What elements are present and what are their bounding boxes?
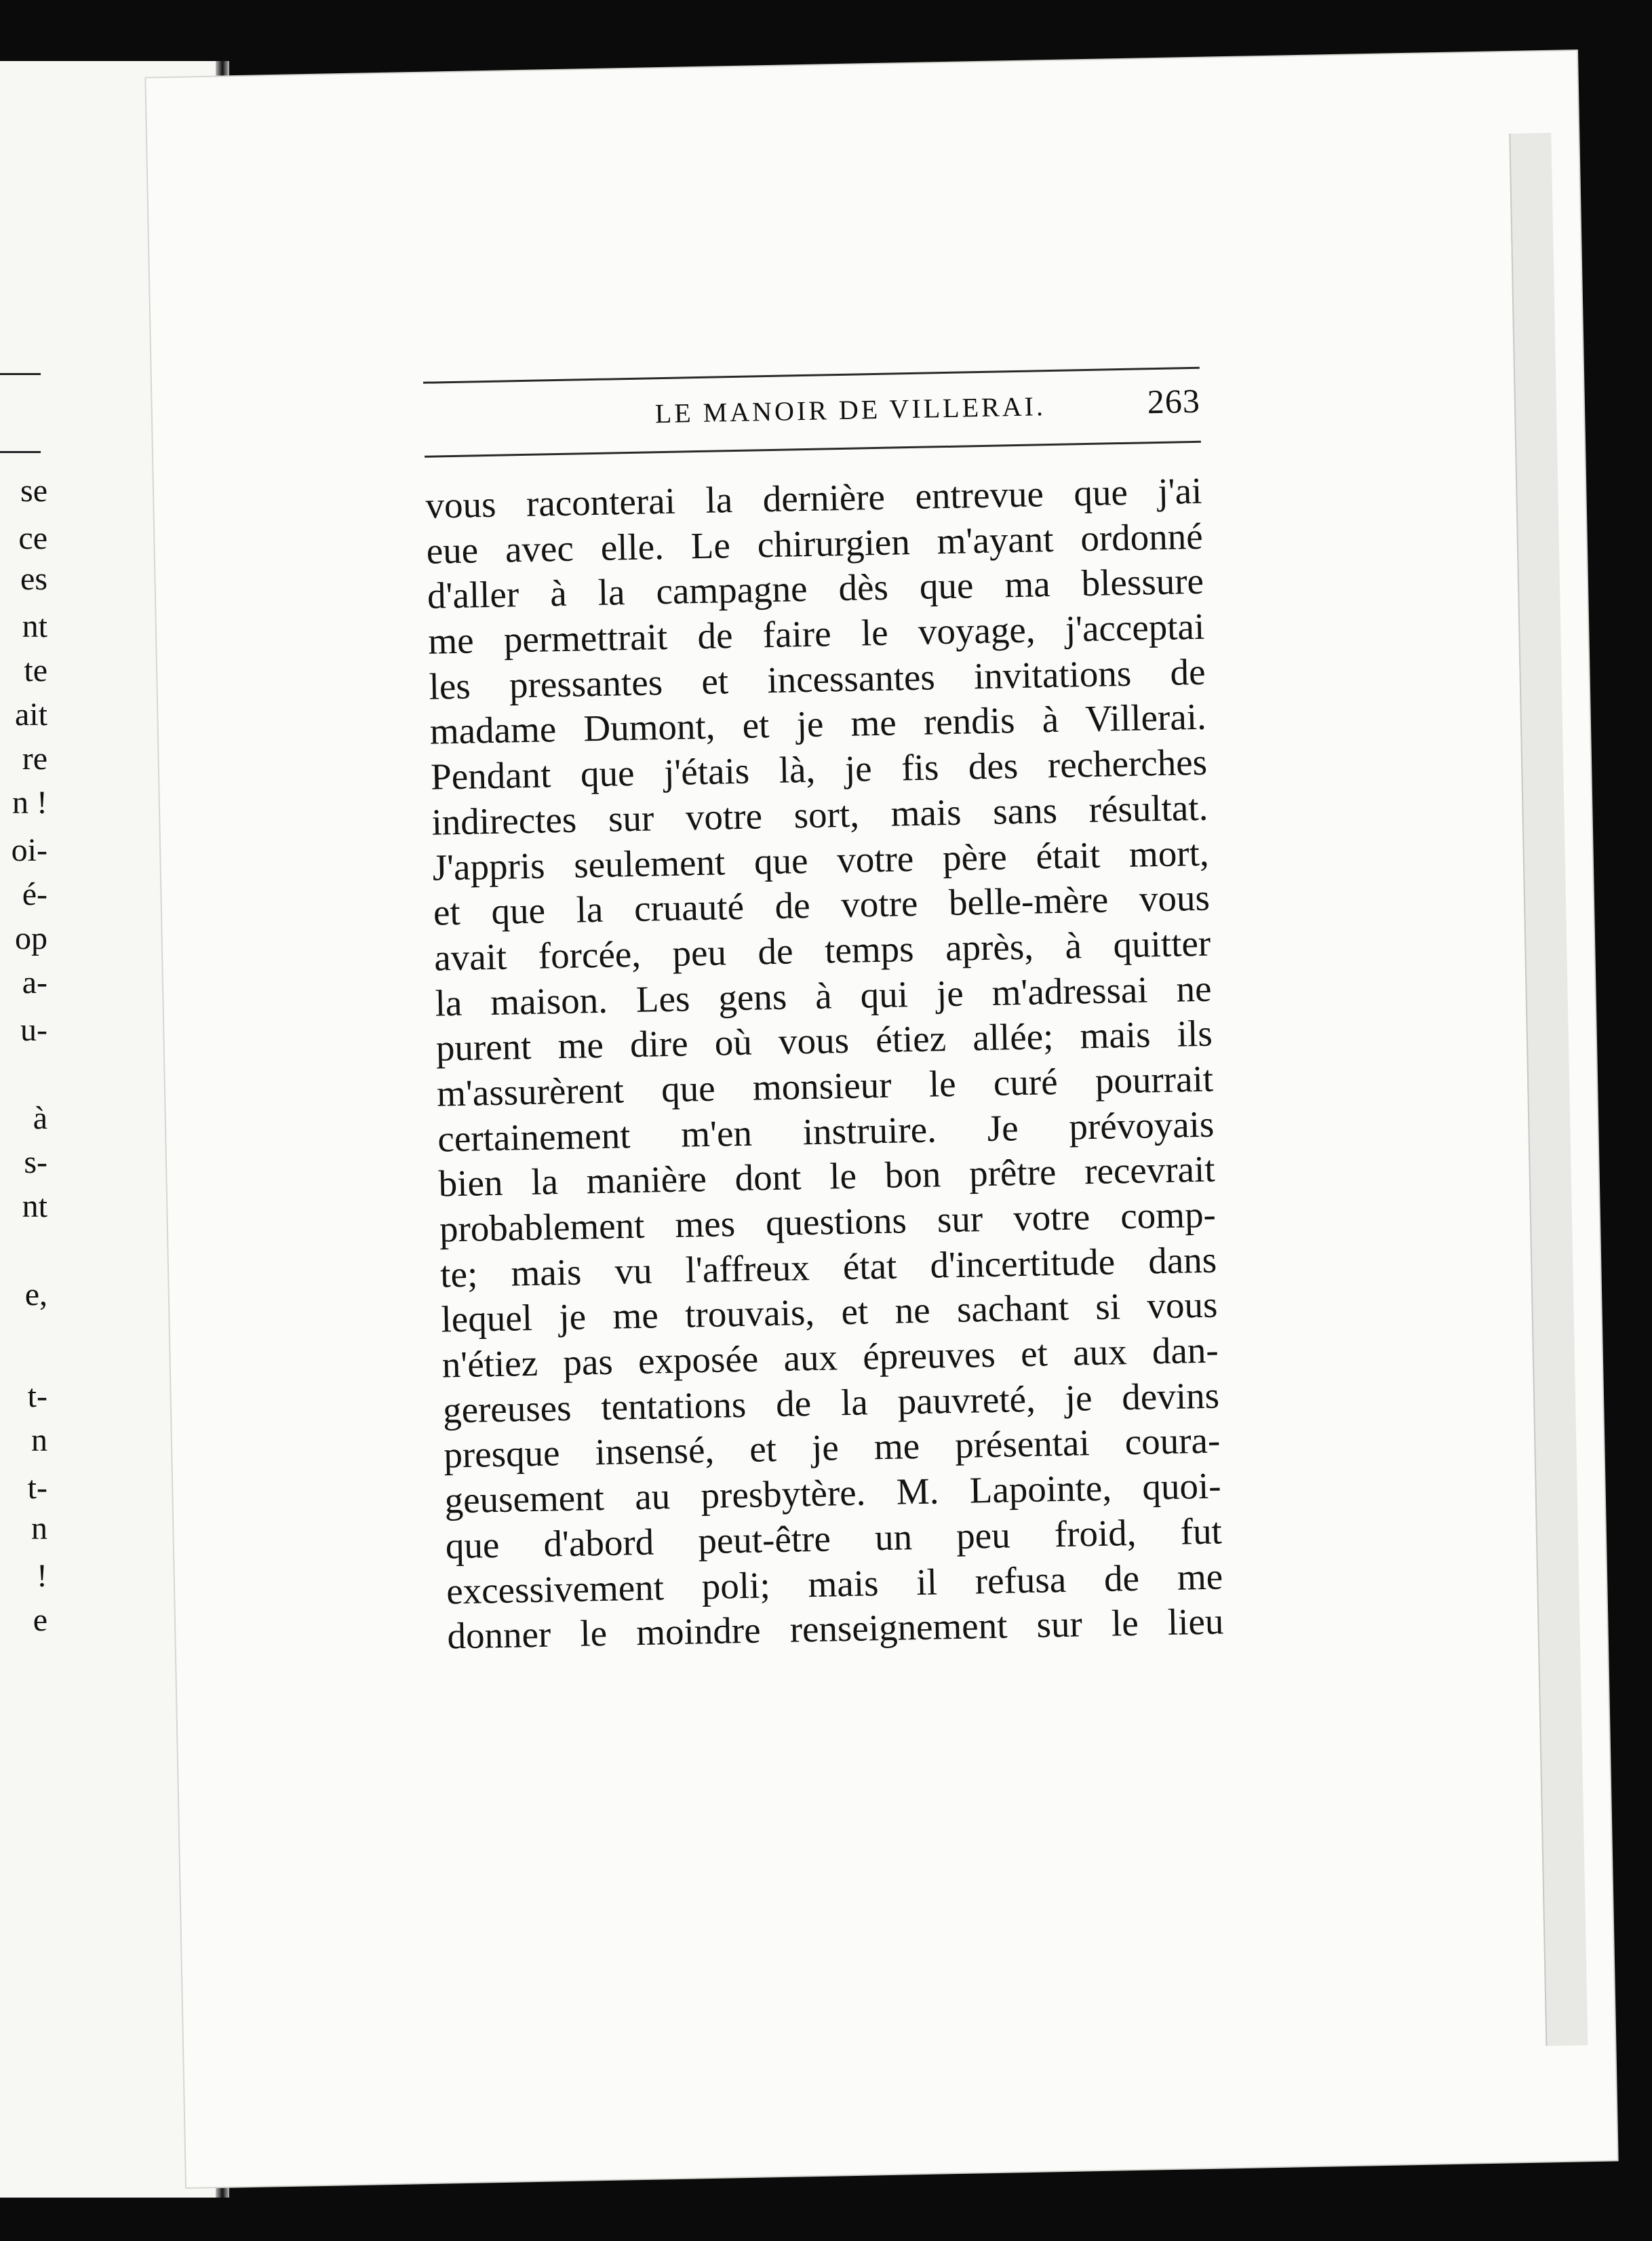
left-page-fragment: nt — [22, 608, 47, 644]
text-line: m'assurèrent que monsieur le curé pourrait — [436, 1057, 1214, 1114]
left-page-fragment: es — [20, 561, 47, 597]
text-line: et que la cruauté de votre belle-mère vous — [433, 876, 1211, 933]
left-page-fragment: n ! — [12, 785, 47, 821]
text-line: que d'abord peut-être un peu froid, fut — [445, 1510, 1223, 1567]
text-line: eue avec elle. Le chirurgien m'ayant ordonné — [426, 515, 1204, 572]
text-line: indirectes sur votre sort, mais sans résultat. — [431, 786, 1208, 843]
text-line: excessivement poli; mais il refusa de me — [446, 1555, 1223, 1612]
left-page-fragment: ait — [15, 697, 47, 733]
text-line: gereuses tentations de la pauvreté, je devins — [442, 1374, 1220, 1431]
text-line: certainement m'en instruire. Je prévoyais — [437, 1103, 1215, 1160]
text-line: d'aller à la campagne dès que ma blessure — [427, 560, 1204, 617]
left-page-fragment: u- — [20, 1012, 47, 1048]
text-line: donner le moindre renseignement sur le lieu — [446, 1600, 1224, 1657]
left-page-fragment: te — [24, 652, 47, 688]
text-line: geusement au presbytère. M. Lapointe, quoi- — [444, 1464, 1222, 1521]
left-page-fragment: n — [31, 1422, 47, 1458]
left-page-fragment: t- — [27, 1470, 47, 1506]
left-page-fragment: n — [31, 1511, 47, 1546]
text-line: madame Dumont, et je me rendis à Villerai. — [429, 696, 1207, 753]
left-header-rule — [0, 373, 41, 375]
left-page-fragment: se — [20, 473, 47, 509]
text-line: n'étiez pas exposée aux épreuves et aux dan- — [441, 1329, 1219, 1386]
left-page-fragment: e, — [24, 1277, 47, 1312]
left-header-rule-lower — [0, 451, 41, 453]
left-page-fragment: à — [33, 1100, 47, 1136]
text-line: la maison. Les gens à qui je m'adressai ne — [435, 967, 1212, 1024]
left-page-fragment: t- — [27, 1378, 47, 1414]
left-page-fragment: é- — [22, 876, 47, 912]
text-block — [423, 367, 1224, 1660]
text-line: me permettrait de faire le voyage, j'acceptai — [427, 605, 1205, 662]
text-line: Pendant que j'étais là, je fis des recherches — [430, 741, 1208, 798]
left-page-fragment: a- — [22, 964, 47, 1000]
header-rule-top — [423, 367, 1200, 384]
running-head: LE MANOIR DE VILLERAI. — [654, 391, 1046, 429]
page-number: 263 — [1147, 381, 1201, 421]
page-edge — [1509, 133, 1588, 2046]
text-line: probablement mes questions sur votre comp- — [439, 1193, 1217, 1250]
left-page-fragment: e — [33, 1602, 47, 1638]
text-line: bien la manière dont le bon prêtre recevrait — [438, 1148, 1216, 1205]
left-page-fragment: ! — [37, 1558, 47, 1594]
text-line: J'appris seulement que votre père était mort, — [432, 832, 1210, 889]
book-page — [146, 51, 1617, 2187]
text-line: lequel je me trouvais, et ne sachant si vous — [440, 1283, 1218, 1340]
left-page-fragment: oi- — [11, 832, 47, 868]
left-page-fragment: nt — [22, 1188, 47, 1224]
left-page-fragment: op — [15, 920, 47, 956]
left-page-fragment: ce — [18, 520, 47, 556]
text-line: vous raconterai la dernière entrevue que j'ai — [425, 469, 1202, 526]
text-line: avait forcée, peu de temps après, à quitter — [433, 922, 1211, 979]
left-page-fragment: s- — [24, 1144, 47, 1180]
body-text — [425, 469, 1224, 1660]
left-page-fragment: re — [22, 741, 47, 777]
text-line: presque insensé, et je me présentai coura- — [443, 1419, 1221, 1476]
text-line: les pressantes et incessantes invitations de — [429, 650, 1206, 707]
text-line: te; mais vu l'affreux état d'incertitude dans — [439, 1239, 1217, 1295]
text-line: purent me dire où vous étiez allée; mais ils — [435, 1012, 1213, 1069]
page-header — [423, 381, 1200, 453]
